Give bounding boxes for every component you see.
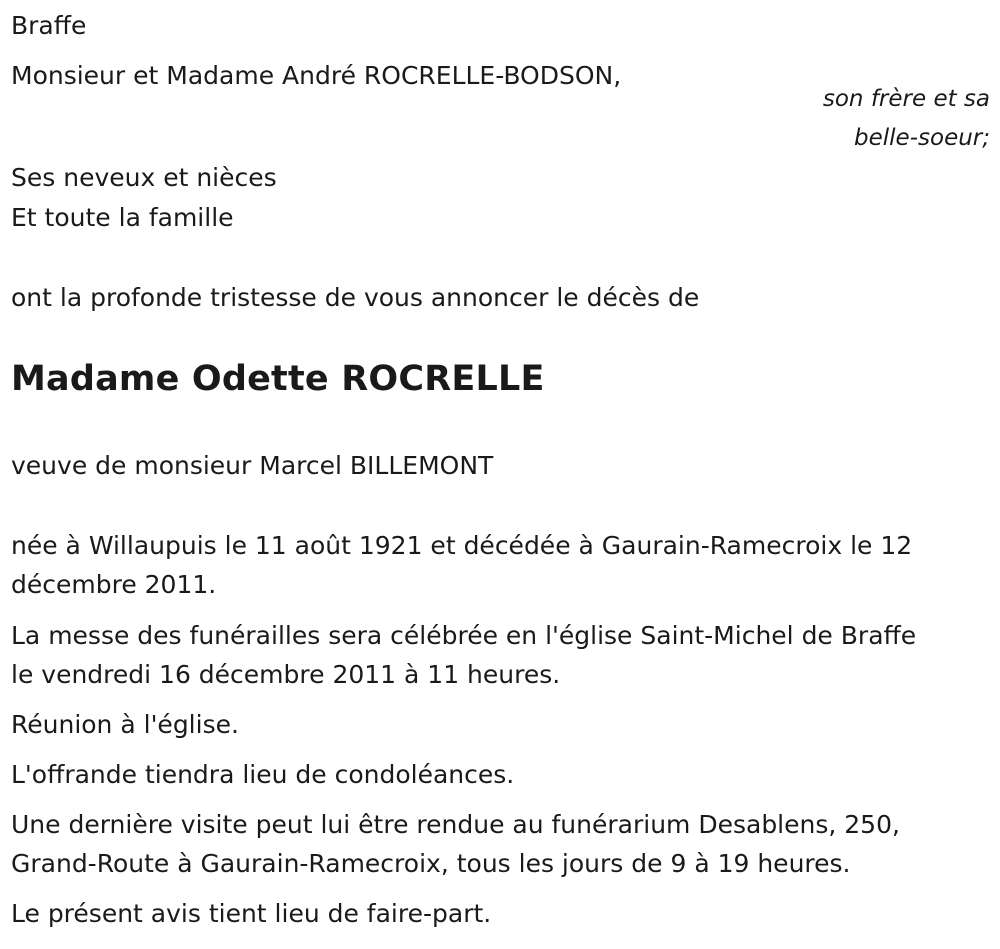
- family-line: Monsieur et Madame André ROCRELLE-BODSON,: [11, 61, 622, 90]
- announcement-line: ont la profonde tristesse de vous annoncer le décès de: [11, 283, 700, 312]
- relation-line-2: belle-soeur;: [854, 125, 990, 151]
- birth-death-line-2: décembre 2011.: [11, 570, 217, 599]
- mass-line-1: La messe des funérailles sera célébrée en l'église Saint-Michel de Braffe: [11, 621, 917, 650]
- family-all-line: Et toute la famille: [11, 203, 234, 232]
- deceased-name: Madame Odette ROCRELLE: [11, 359, 545, 399]
- nephews-line: Ses neveux et nièces: [11, 163, 277, 192]
- visit-line-2: Grand-Route à Gaurain-Ramecroix, tous les jours de 9 à 19 heures.: [11, 849, 851, 878]
- meeting-line: Réunion à l'église.: [11, 710, 239, 739]
- relation-line-1: son frère et sa: [822, 86, 990, 112]
- mass-line-2: le vendredi 16 décembre 2011 à 11 heures.: [11, 660, 561, 689]
- visit-line-1: Une dernière visite peut lui être rendue au funérarium Desablens, 250,: [11, 810, 900, 839]
- closing-line: Le présent avis tient lieu de faire-part.: [11, 899, 492, 928]
- widow-of-line: veuve de monsieur Marcel BILLEMONT: [11, 451, 494, 480]
- birth-death-line-1: née à Willaupuis le 11 août 1921 et décédée à Gaurain-Ramecroix le 12: [11, 531, 913, 560]
- place-name: Braffe: [11, 11, 87, 40]
- offering-line: L'offrande tiendra lieu de condoléances.: [11, 760, 515, 789]
